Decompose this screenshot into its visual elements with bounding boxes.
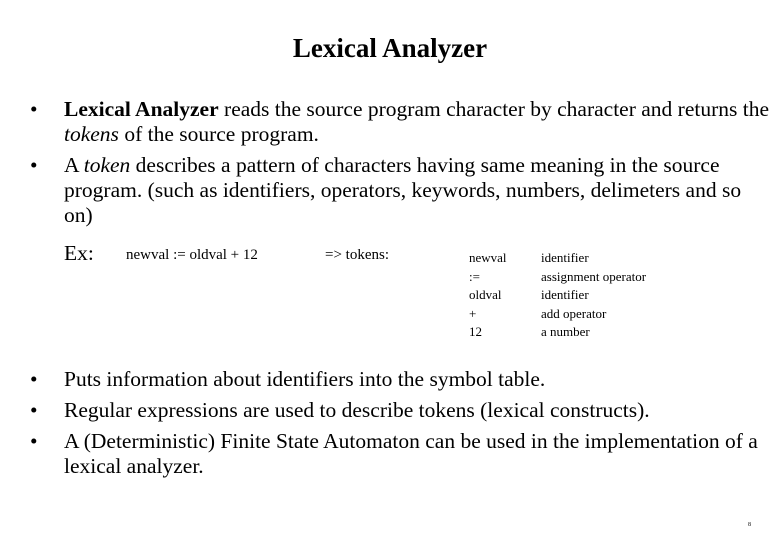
token-item: + xyxy=(469,305,477,321)
token-item: newval xyxy=(469,250,507,265)
term-tokens: tokens xyxy=(64,122,119,146)
bullet-finite-automaton xyxy=(30,429,770,479)
token-kind: identifier xyxy=(541,287,589,302)
bullet-dot: • xyxy=(30,429,38,453)
token-item: := xyxy=(469,268,480,284)
bullet-text: Regular expressions are used to describe tokens (lexical constructs). xyxy=(64,398,650,422)
bullet-dot: • xyxy=(30,97,38,121)
bullet-text: reads the source program character by character and returns the xyxy=(218,97,770,121)
token-list xyxy=(469,249,507,342)
token-item: 12 xyxy=(469,324,482,339)
term-token: token xyxy=(83,153,131,177)
page-number: 8 xyxy=(748,522,751,528)
bullet-text: Puts information about identifiers into the symbol table. xyxy=(64,367,546,391)
bullet-lexical-analyzer xyxy=(30,97,770,147)
token-kind: a number xyxy=(541,324,590,339)
token-kind: identifier xyxy=(541,250,589,265)
example-label: Ex: xyxy=(64,241,94,265)
term-lexical-analyzer: Lexical Analyzer xyxy=(64,97,219,121)
bullet-dot: • xyxy=(30,153,38,177)
bullet-symbol-table xyxy=(30,367,770,392)
bullet-token xyxy=(30,153,770,228)
slide-title: Lexical Analyzer xyxy=(292,33,488,63)
token-item: oldval xyxy=(469,287,502,302)
token-kind: assignment operator xyxy=(541,268,647,284)
token-kind-list xyxy=(541,249,646,342)
token-kind: add operator xyxy=(541,305,607,321)
bullet-prefix: A xyxy=(64,153,84,177)
bullet-dot: • xyxy=(30,398,38,422)
bullet-text: A (Deterministic) Finite State Automaton can be used in the implementation of a lexical analyzer. xyxy=(64,429,758,478)
bullet-regular-expressions xyxy=(30,398,770,423)
example-arrow: => tokens: xyxy=(325,247,389,263)
bullet-text: describes a pattern of characters having same meaning in the source program. (such as identifiers, operators, keywords, numbers, delimeters and so on) xyxy=(64,153,742,227)
bullet-dot: • xyxy=(30,367,38,391)
example-code: newval := oldval + 12 xyxy=(126,247,258,263)
bullet-text-rest: of the source program. xyxy=(118,122,319,146)
